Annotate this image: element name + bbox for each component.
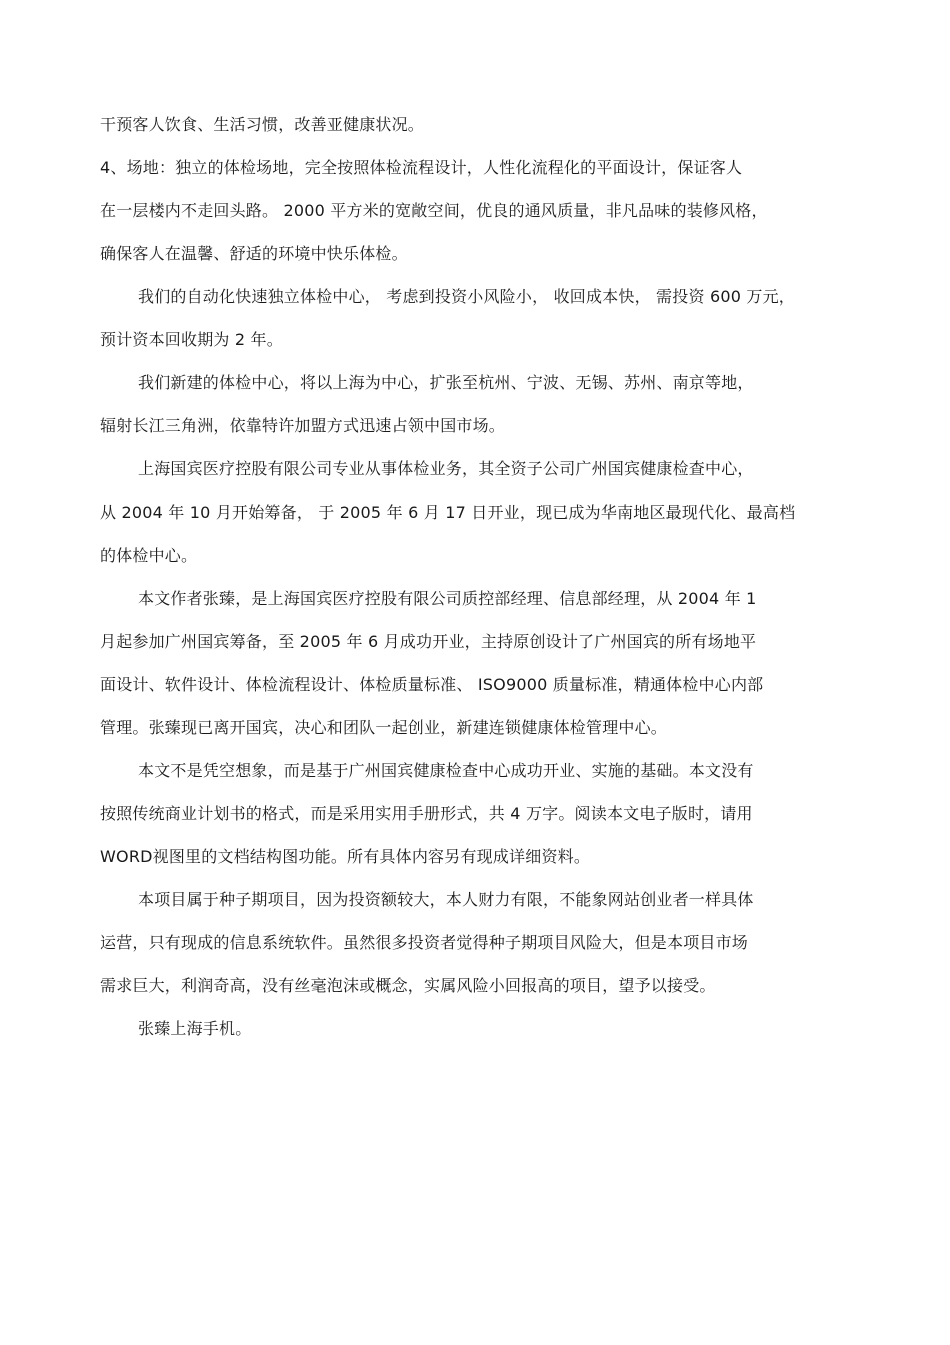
text-line: WORD视图里的文档结构图功能。所有具体内容另有现成详细资料。 — [100, 847, 591, 866]
text-line: 本项目属于种子期项目，因为投资额较大，本人财力有限，不能象网站创业者一样具体 — [138, 890, 754, 909]
text-line: 运营，只有现成的信息系统软件。虽然很多投资者觉得种子期项目风险大，但是本项目市场 — [100, 933, 749, 952]
text-line: 我们新建的体检中心，将以上海为中心，扩张至杭州、宁波、无锡、苏州、南京等地， — [138, 373, 754, 392]
text-line: 在一层楼内不走回头路。 2000 平方米的宽敞空间，优良的通风质量，非凡品味的装修风格， — [100, 201, 768, 220]
text-line: 面设计、软件设计、体检流程设计、体检质量标准、 ISO9000 质量标准，精通体检中心内部 — [100, 675, 764, 694]
text-line: 我们的自动化快速独立体检中心， 考虑到投资小风险小， 收回成本快， 需投资 600 万元， — [138, 287, 795, 306]
text-line: 按照传统商业计划书的格式，而是采用实用手册形式，共 4 万字。阅读本文电子版时，请用 — [100, 804, 753, 823]
text-line: 本文作者张臻，是上海国宾医疗控股有限公司质控部经理、信息部经理，从 2004 年 1 — [138, 589, 757, 608]
text-line: 需求巨大，利润奇高，没有丝毫泡沫或概念，实属风险小回报高的项目，望予以接受。 — [100, 976, 716, 995]
text-line: 4、场地：独立的体检场地，完全按照体检流程设计，人性化流程化的平面设计，保证客人 — [100, 158, 743, 177]
text-line: 从 2004 年 10 月开始筹备， 于 2005 年 6 月 17 日开业，现已成为华南地区最现代化、最高档 — [100, 503, 796, 522]
text-line: 上海国宾医疗控股有限公司专业从事体检业务，其全资子公司广州国宾健康检查中心， — [138, 459, 754, 478]
text-line: 本文不是凭空想象，而是基于广州国宾健康检查中心成功开业、实施的基础。本文没有 — [138, 761, 754, 780]
text-line: 辐射长江三角洲，依靠特许加盟方式迅速占领中国市场。 — [100, 416, 506, 435]
text-line: 预计资本回收期为 2 年。 — [100, 330, 283, 349]
text-line: 干预客人饮食、生活习惯，改善亚健康状况。 — [100, 115, 425, 134]
text-line: 月起参加广州国宾筹备，至 2005 年 6 月成功开业，主持原创设计了广州国宾的所有场地平 — [100, 632, 757, 651]
text-line: 张臻上海手机。 — [138, 1019, 252, 1038]
text-line: 确保客人在温馨、舒适的环境中快乐体检。 — [100, 244, 408, 263]
text-line: 管理。张臻现已离开国宾，决心和团队一起创业，新建连锁健康体检管理中心。 — [100, 718, 668, 737]
text-line: 的体检中心。 — [100, 546, 198, 565]
